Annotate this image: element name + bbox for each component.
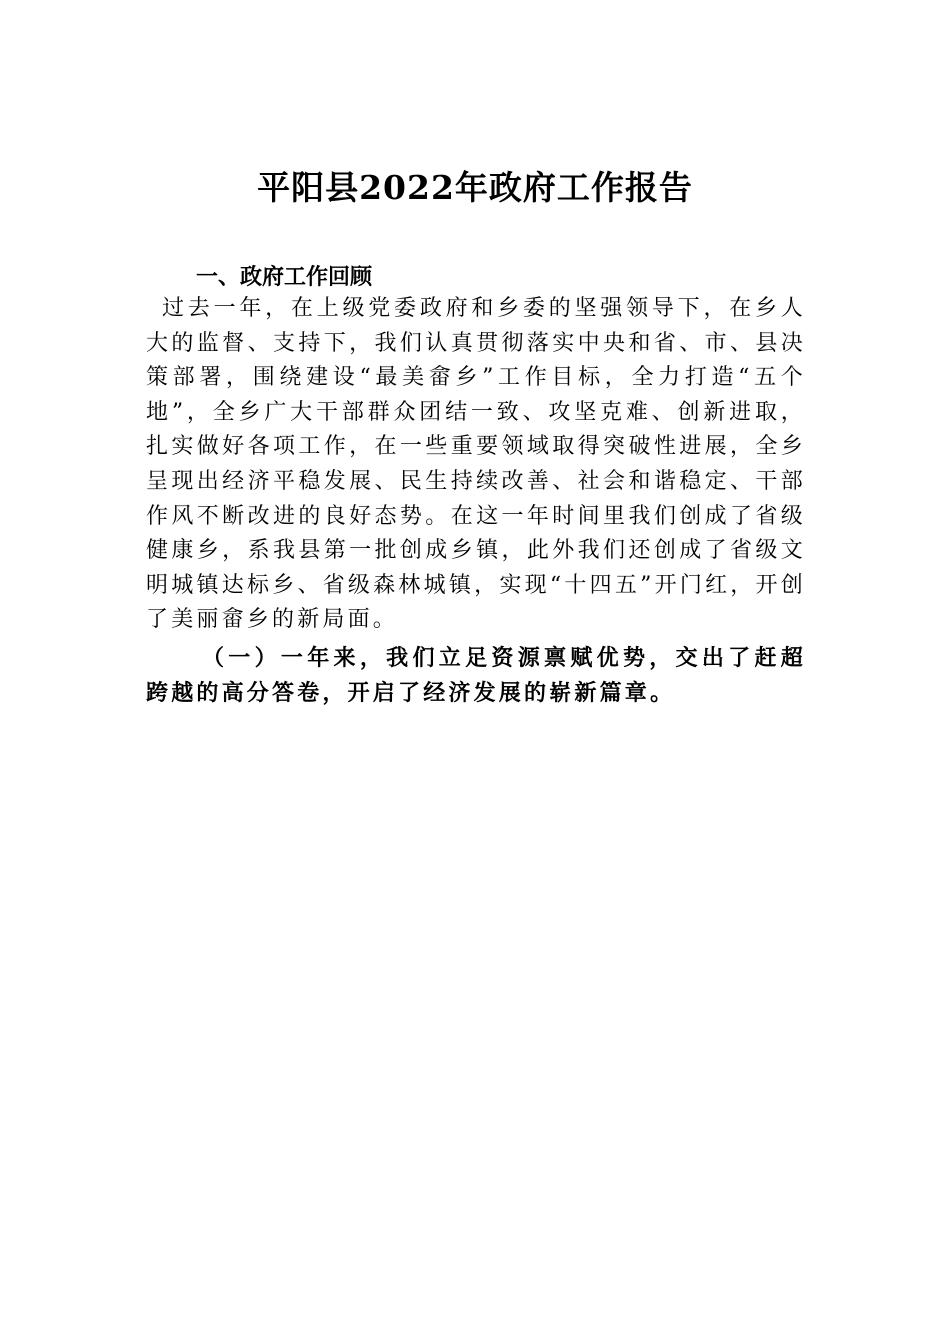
document-title: 平阳县2022年政府工作报告 — [257, 168, 693, 207]
body-paragraph-review: 过去一年，在上级党委政府和乡委的坚强领导下，在乡人大的监督、支持下，我们认真贯彻落实中央和省、市、县决策部署，围绕建设“最美畲乡”工作目标，全力打造“五个地”，全乡广大干部群众团结一致、攻坚克难、创新进取，扎实做好各项工作，在一些重要领域取得突破性进展，全乡呈现出经济平稳发展、民生持续改善、社会和谐稳定、干部作风不断改进的良好态势。在这一年时间里我们创成了省级健康乡，系我县第一批创成乡镇，此外我们还创成了省级文明城镇达标乡、省级森林城镇，实现“十四五”开门红，开创了美丽畲乡的新局面。 — [146, 296, 806, 633]
section-heading: 一、政府工作回顾 — [196, 265, 373, 290]
body-paragraph-subsection-1: （一）一年来，我们立足资源禀赋优势，交出了赶超跨越的高分答卷，开启了经济发展的崭新篇章。 — [146, 645, 806, 706]
